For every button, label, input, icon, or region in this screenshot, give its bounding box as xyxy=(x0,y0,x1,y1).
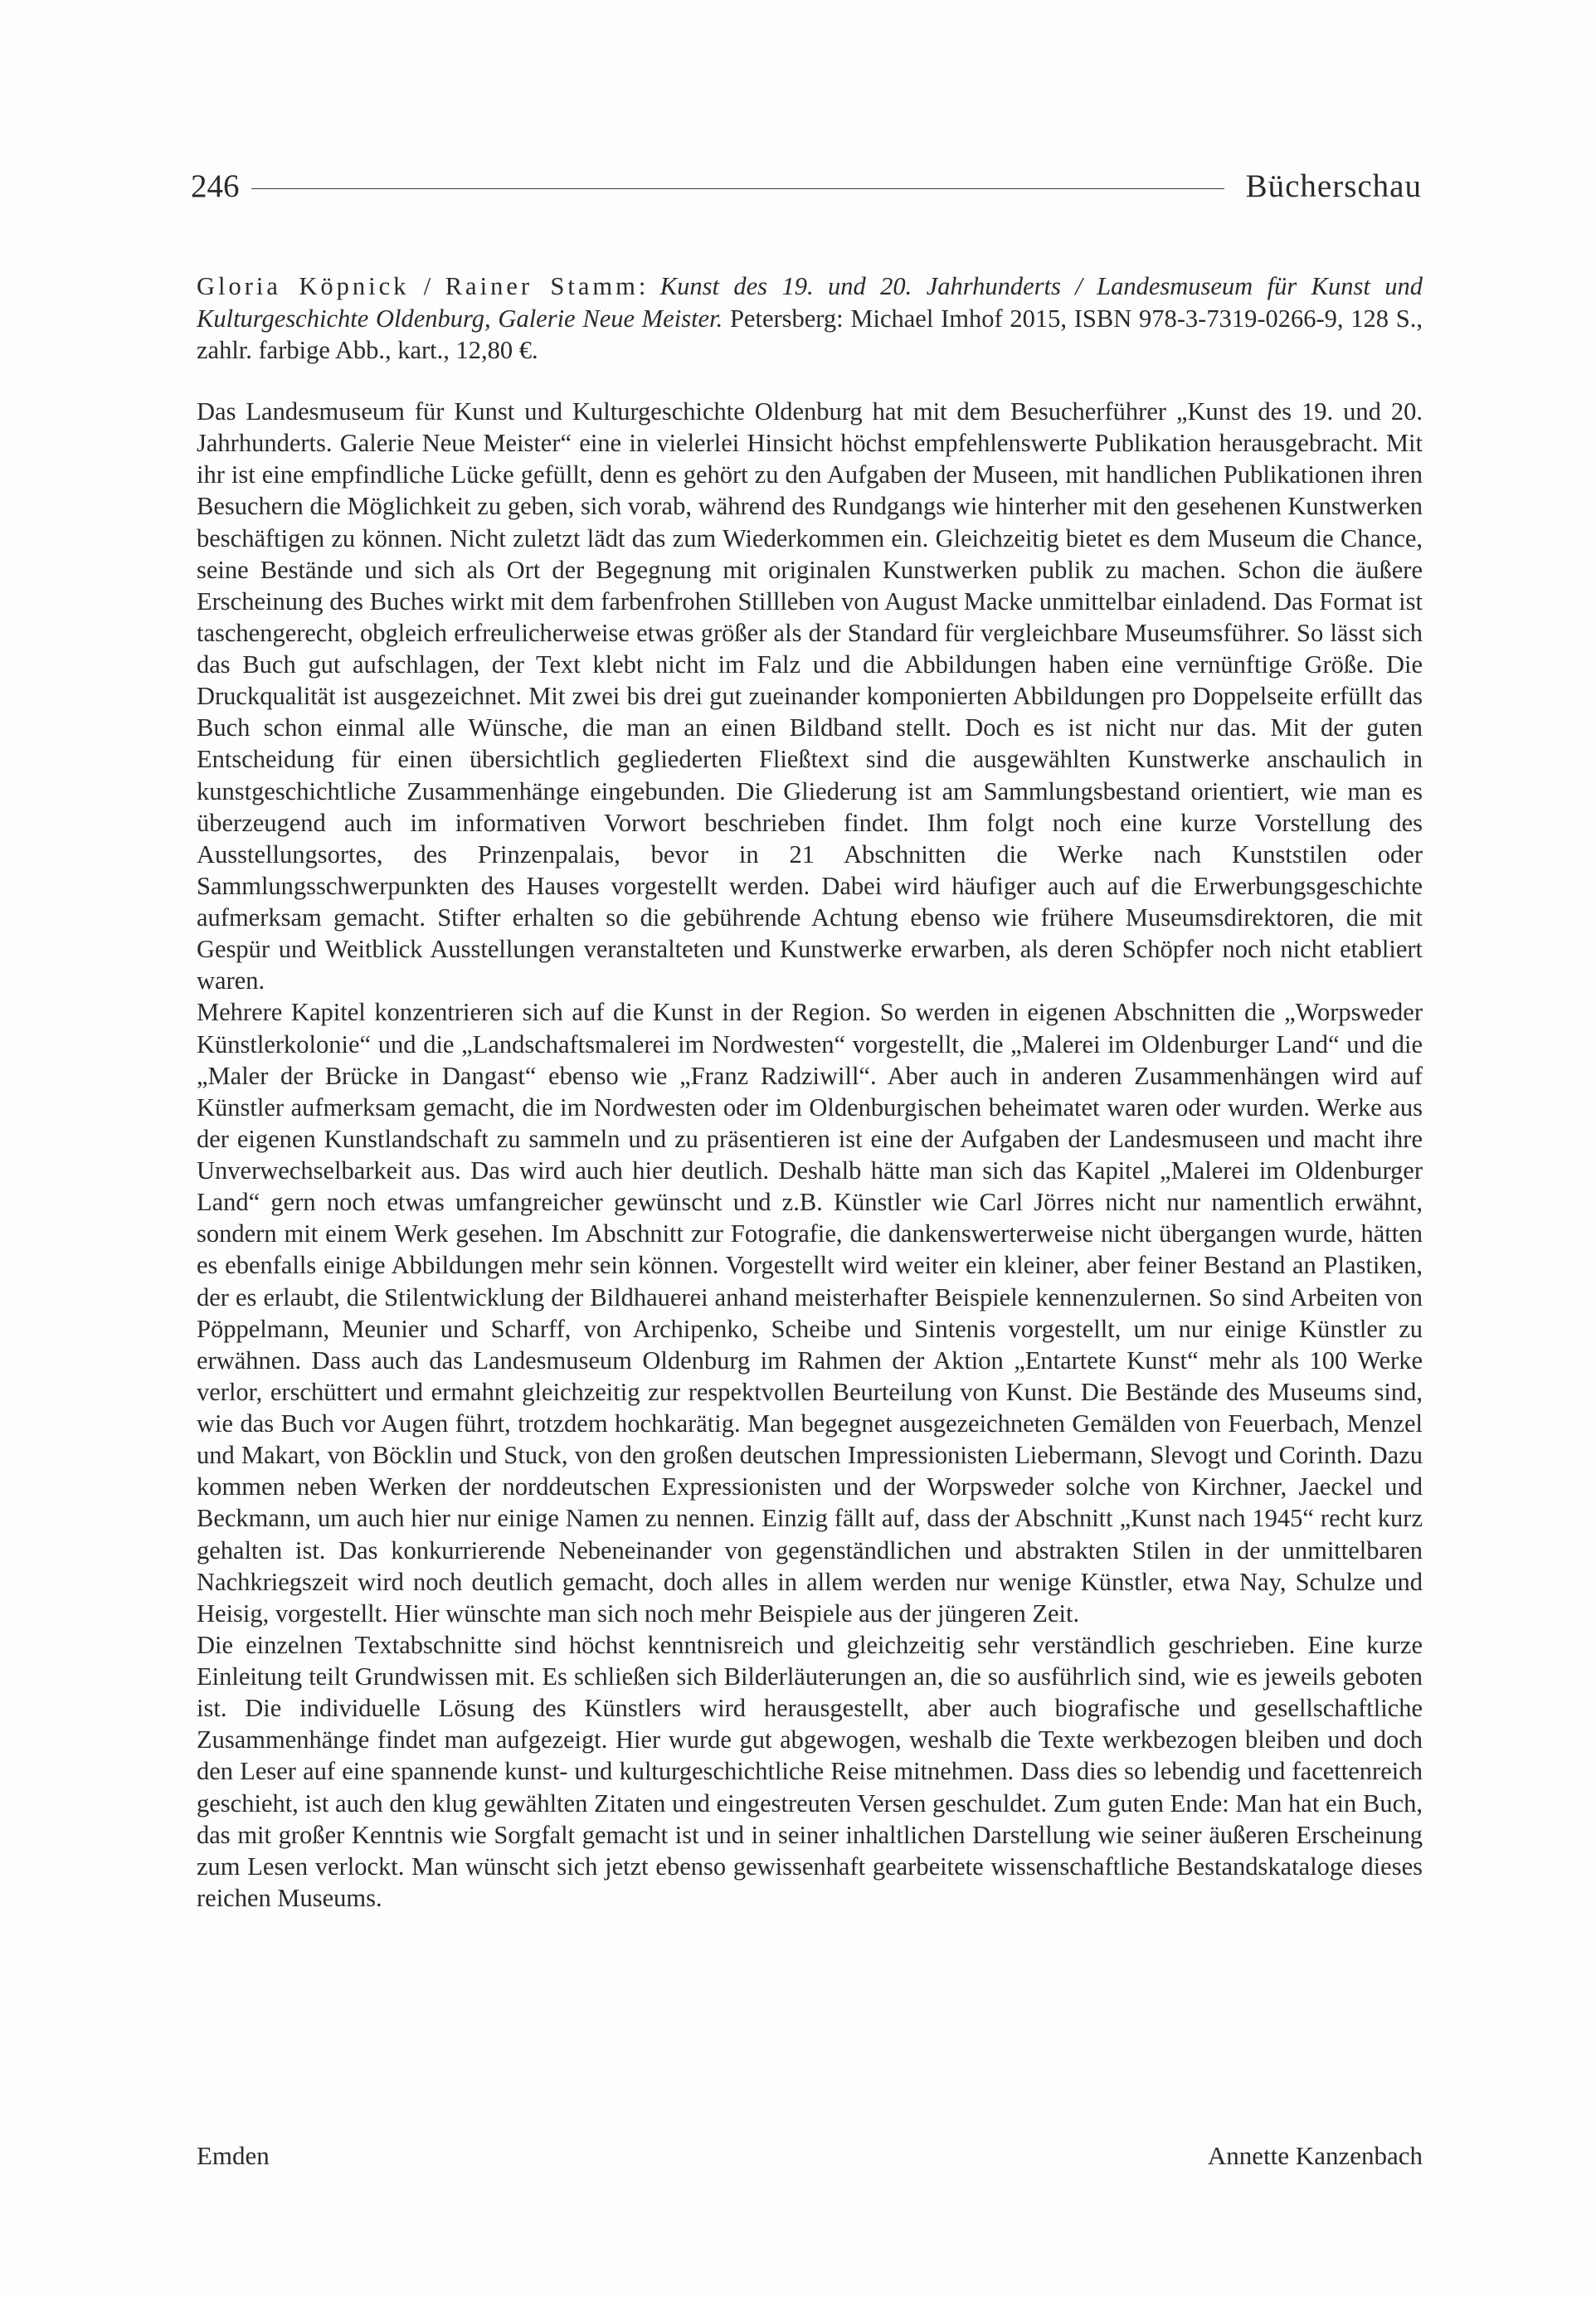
page-number: 246 xyxy=(191,168,240,204)
running-header xyxy=(191,163,1422,209)
review-body xyxy=(197,396,1423,1914)
book-title: Kunst des 19. und 20. Jahrhunderts / Landesmuseum für Kunst und Kulturgeschichte Oldenburg, Galerie Neue Meister. xyxy=(197,272,1423,333)
author-1: Gloria Köpnick xyxy=(197,272,410,300)
reviewer-name: Annette Kanzenbach xyxy=(1207,2141,1423,2170)
paragraph: Die einzelnen Textabschnitte sind höchst kenntnisreich und gleichzeitig sehr verständlich geschrieben. Eine kurze Einleitung teilt Grundwissen mit. Es schließen sich Bilderläuterungen an, die so ausführlich sind, wie es jeweils geboten ist. Die individuelle Lösung des Künstlers wird herausgestellt, aber auch biografische und gesellschaftliche Zusammenhänge findet man aufgezeigt. Hier wurde gut abgewogen, weshalb die Texte werkbezogen bleiben und doch den Leser auf eine spannende kunst- und kulturgeschichtliche Reise mitnehmen. Dass dies so lebendig und facettenreich geschieht, ist auch den klug gewählten Zitaten und eingestreuten Versen geschuldet. Zum guten Ende: Man hat ein Buch, das mit großer Kenntnis wie Sorgfalt gemacht ist und in seiner inhaltlichen Darstellung wie seiner äußeren Erscheinung zum Lesen verlockt. Man wünscht sich jetzt ebenso gewissenhaft gearbeitete wissenschaftliche Bestandskataloge dieses reichen Museums. xyxy=(197,1630,1423,1912)
review-signature xyxy=(197,2141,1423,2171)
paragraph: Das Landesmuseum für Kunst und Kulturgeschichte Oldenburg hat mit dem Besucherführer „Kunst des 19. und 20. Jahrhunderts. Galerie Neue Meister“ eine in vielerlei Hinsicht höchst empfehlenswerte Publikation herausgebracht. Mit ihr ist eine empfindliche Lücke gefüllt, denn es gehört zu den Aufgaben der Museen, mit handlichen Publikationen ihren Besuchern die Möglichkeit zu geben, sich vorab, während des Rundgangs wie hinterher mit den gesehenen Kunstwerken beschäftigen zu können. Nicht zuletzt lädt das zum Wiederkommen ein. Gleichzeitig bietet es dem Museum die Chance, seine Bestände und sich als Ort der Begegnung mit originalen Kunstwerken publik zu machen. Schon die äußere Erscheinung des Buches wirkt mit dem farbenfrohen Stillleben von August Macke unmittelbar einladend. Das Format ist taschengerecht, obgleich erfreulicherweise etwas größer als der Standard für vergleichbare Museumsführer. So lässt sich das Buch gut aufschlagen, der Text klebt nicht im Falz und die Abbildungen haben eine vernünftige Größe. Die Druckqualität ist ausgezeichnet. Mit zwei bis drei gut zueinander komponierten Abbildungen pro Doppelseite erfüllt das Buch schon einmal alle Wünsche, die man an einen Bildband stellt. Doch es ist nicht nur das. Mit der guten Entscheidung für einen übersichtlich gegliederten Fließtext sind die ausgewählten Kunstwerke anschaulich in kunstgeschichtliche Zusammenhänge eingebunden. Die Gliederung ist am Sammlungsbestand orientiert, wie man es überzeugend auch im informativen Vorwort beschrieben findet. Ihm folgt noch eine kurze Vorstellung des Ausstellungsortes, des Prinzenpalais, bevor in 21 Abschnitten die Werke nach Kunststilen oder Sammlungsschwerpunkten des Hauses vorgestellt werden. Dabei wird häufiger auch auf die Erwerbungsgeschichte aufmerksam gemacht. Stifter erhalten so die gebührende Achtung ebenso wie frühere Museumsdirektoren, die mit Gespür und Weitblick Ausstellungen veranstalteten und Kunstwerke erwarben, als deren Schöpfer noch nicht etabliert waren. xyxy=(197,397,1423,995)
paragraph: Mehrere Kapitel konzentrieren sich auf die Kunst in der Region. So werden in eigenen Abschnitten die „Worpsweder Künstlerkolonie“ und die „Landschaftsmalerei im Nordwesten“ vorgestellt, die „Malerei im Oldenburger Land“ und die „Maler der Brücke in Dangast“ ebenso wie „Franz Radziwill“. Aber auch in anderen Zusammenhängen wird auf Künstler aufmerksam gemacht, die im Nordwesten oder im Oldenburgischen beheimatet waren oder wurden. Werke aus der eigenen Kunstlandschaft zu sammeln und zu präsentieren ist eine der Aufgaben der Landesmuseen und macht ihre Unverwechselbarkeit aus. Das wird auch hier deutlich. Deshalb hätte man sich das Kapitel „Malerei im Oldenburger Land“ gern noch etwas umfangreicher gewünscht und z.B. Künstler wie Carl Jörres nicht nur namentlich erwähnt, sondern mit einem Werk gesehen. Im Abschnitt zur Fotografie, die dankenswerterweise nicht übergangen wurde, hätten es ebenfalls einige Abbildungen mehr sein können. Vorgestellt wird weiter ein kleiner, aber feiner Bestand an Plastiken, der es erlaubt, die Stilentwicklung der Bildhauerei anhand meisterhafter Beispiele kennenzulernen. So sind Arbeiten von Pöppelmann, Meunier und Scharff, von Archipenko, Scheibe und Sintenis vorgestellt, um nur einige Künstler zu erwähnen. Dass auch das Landesmuseum Oldenburg im Rahmen der Aktion „Entartete Kunst“ mehr als 100 Werke verlor, erschüttert und ermahnt gleichzeitig zur respektvollen Beurteilung von Kunst. Die Bestände des Museums sind, wie das Buch vor Augen führt, trotzdem hochkarätig. Man begegnet ausgezeichneten Gemälden von Feuerbach, Menzel und Makart, von Böcklin und Stuck, von den großen deutschen Impressionisten Liebermann, Slevogt und Corinth. Dazu kommen neben Werken der norddeutschen Expressionisten und der Worpsweder solche von Kirchner, Jaeckel und Beckmann, um auch hier nur einige Namen zu nennen. Einzig fällt auf, dass der Abschnitt „Kunst nach 1945“ recht kurz gehalten ist. Das konkurrierende Nebeneinander von gegenständlichen und abstrakten Stilen in der unmittelbaren Nachkriegszeit wird noch deutlich gemacht, doch alles in allem werden nur wenige Künstler, etwa Nay, Schulze und Heisig, vorgestellt. Hier wünschte man sich noch mehr Beispiele aus der jüngeren Zeit. xyxy=(197,998,1423,1628)
header-rule xyxy=(251,188,1224,189)
author-colon: : xyxy=(638,272,660,300)
author-separator: / xyxy=(409,272,445,300)
reviewer-place: Emden xyxy=(197,2141,270,2170)
publication-details: Petersberg: Michael Imhof 2015, ISBN 978-3-7319-0266-9, 128 S., zahlr. farbige Abb., kart., 12,80 €. xyxy=(197,304,1423,365)
section-title: Bücherschau xyxy=(1245,168,1422,204)
bibliographic-entry xyxy=(197,270,1423,367)
author-2: Rainer Stamm xyxy=(445,272,639,300)
